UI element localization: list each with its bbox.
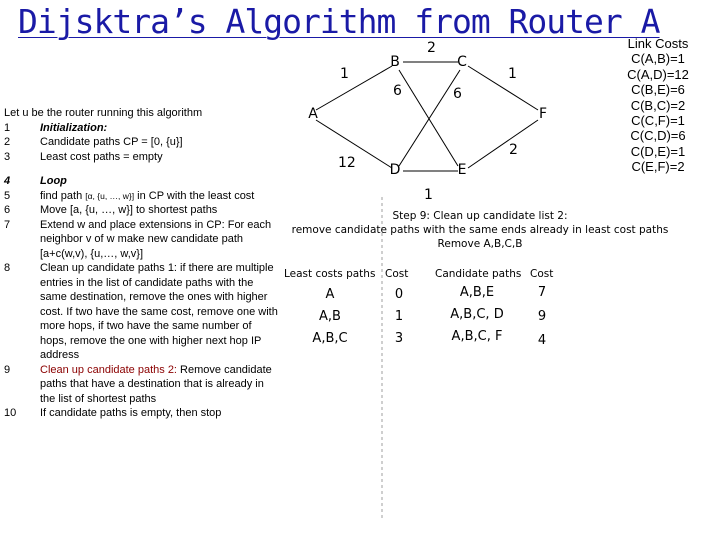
least-cost-paths-column (292, 284, 368, 350)
least-cost-value: 3 (394, 331, 404, 346)
algorithm-description (4, 106, 280, 421)
step-line-3: Remove A,B,C,B (437, 238, 523, 250)
algorithm-line: 7 Extend w and place extensions in CP: For each neighbor v of w make new candidate path [a+c(w,v), {u,…, w,v}] (4, 218, 272, 260)
candidate-path: A,B,C, F (451, 329, 503, 344)
candidate-path: A,B,C, D (450, 307, 504, 322)
link-cost-item: C(A,B)=1 (631, 51, 685, 67)
algorithm-line: 3 Least cost paths = empty (4, 150, 163, 163)
node-a: A (308, 106, 318, 122)
node-b: B (390, 54, 400, 70)
least-cost-value: 0 (394, 287, 404, 302)
algorithm-line: 8 Clean up candidate paths 1: if there are multiple entries in the list of candidate paths with the same destination, remove the ones with higher cost. If two have the same cost, remove one with more hops, if two have the same number of hops, remove the one with higher next hop IP address (4, 262, 278, 361)
link-cost-item: C(B,C)=2 (630, 97, 686, 113)
step-line-1: Step 9: Clean up candidate list 2: (392, 210, 568, 222)
node-f: F (538, 106, 548, 122)
algorithm-line: 2 Candidate paths CP = [0, {u}] (4, 136, 183, 148)
edge-cost-ad: 12 (338, 155, 356, 171)
algorithm-line: 5 find path [α, {u, …, w}] in CP with the least cost (4, 189, 255, 202)
least-cost-path: A (325, 287, 335, 302)
least-cost-cost-column (387, 284, 411, 350)
algorithm-line: 6 Move [a, {u, …, w}] to shortest paths (4, 204, 218, 216)
step-description (280, 209, 680, 251)
least-cost-cost-header: Cost (385, 268, 409, 280)
node-d: D (389, 162, 401, 178)
node-c: C (457, 54, 467, 70)
link-cost-item: C(C,F)=1 (631, 113, 685, 129)
page-title: Dijsktra’s Algorithm from Router A (18, 2, 660, 41)
algorithm-line: 9 Clean up candidate paths 2: Remove candidate paths that have a destination that is already in the list of shortest paths (4, 363, 272, 405)
link-costs-heading: Link Costs (627, 36, 689, 51)
edge-e-f (468, 120, 538, 168)
candidate-cost-value: 9 (537, 309, 547, 324)
algorithm-line: 1 Initialization: (4, 121, 108, 134)
node-e: E (457, 162, 467, 178)
candidate-paths-column (430, 282, 524, 348)
candidate-cost-header: Cost (530, 268, 554, 280)
link-cost-item: C(B,E)=6 (631, 82, 685, 98)
edge-a-b (316, 66, 392, 110)
edge-cost-de: 1 (424, 187, 433, 203)
algorithm-line: 4 Loop (4, 175, 67, 187)
link-cost-item: C(D,E)=1 (630, 143, 686, 159)
edge-cost-ef: 2 (509, 142, 518, 158)
link-cost-item: C(E,F)=2 (631, 159, 685, 175)
candidate-path: A,B,E (459, 285, 495, 300)
edge-c-f (468, 66, 538, 110)
edge-cost-be: 6 (393, 83, 402, 99)
least-cost-path: A,B (319, 309, 341, 324)
link-cost-item: C(C,D)=6 (630, 128, 686, 144)
least-cost-path: A,B,C (312, 331, 348, 346)
candidate-cost-value: 7 (537, 285, 547, 300)
algorithm-intro: Let u be the router running this algorithm (4, 107, 203, 119)
edge-cost-bc: 2 (427, 40, 436, 56)
step-line-2: remove candidate paths with the same ends already in least cost paths (291, 224, 669, 236)
candidate-cost-value: 4 (537, 333, 547, 348)
edge-cost-cf: 1 (508, 66, 517, 82)
algorithm-line: 10 If candidate paths is empty, then stop (4, 407, 222, 419)
least-cost-paths-header: Least costs paths (284, 268, 376, 280)
edge-cost-cd: 6 (453, 86, 462, 102)
link-cost-item: C(A,D)=12 (627, 66, 689, 82)
least-cost-value: 1 (394, 309, 404, 324)
edge-cost-ab: 1 (340, 66, 349, 82)
candidate-cost-column (530, 282, 554, 352)
candidate-paths-header: Candidate paths (435, 268, 522, 280)
link-costs-list (596, 36, 720, 175)
